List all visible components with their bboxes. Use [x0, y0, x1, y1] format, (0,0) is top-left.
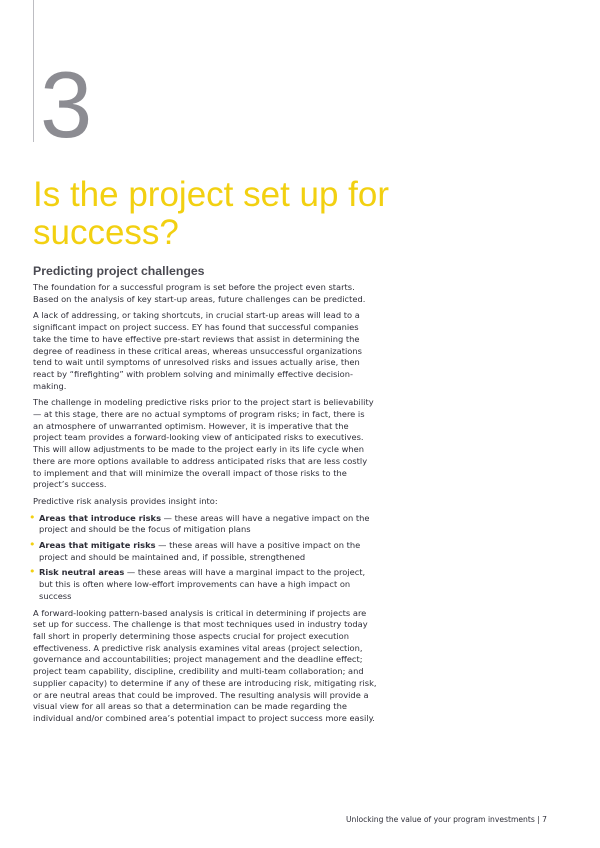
- bullet-icon: •: [29, 565, 36, 579]
- bullet-term: Areas that mitigate risks: [39, 540, 156, 551]
- bullet-icon: •: [29, 538, 36, 552]
- list-item: [29, 565, 377, 602]
- chapter-title: Is the project set up for success?: [33, 175, 390, 252]
- chapter-number: 3: [40, 52, 91, 157]
- list-item: [29, 510, 377, 536]
- paragraph-pattern-analysis: A forward-looking pattern-based analysis is critical in determining if projects are set up for success. The challenge is that most techniques used in industry today fall short in properly determining those aspects crucial for project execution effectiveness. A predictive risk analysis examines vital areas (project selection, governance and accountabilities; project management and the deadline effect; project team capability, discipline, credibility and multi-team collaboration; and supplier capacity) to determine if any of these are introducing risk, mitigating risk, or are neutral areas that could be improved. The resulting analysis will provide a visual view for all areas so that a determination can be made regarding the individual and/or combined area’s potential impact to project success more easily.: [33, 607, 377, 723]
- bullet-text: — these areas will have a positive impact on the project and should be maintained and, if possible, strengthened: [39, 540, 361, 562]
- section-heading: Predicting project challenges: [33, 264, 205, 278]
- chapter-divider-line: [33, 0, 34, 142]
- list-item: [29, 538, 377, 563]
- bullet-text: — these areas will have a negative impact on the project and should be the focus of mitigation plans: [39, 512, 370, 535]
- page-footer: Unlocking the value of your program investments | 7: [346, 815, 547, 824]
- risk-areas-list: [29, 510, 377, 603]
- paragraph-intro: The foundation for a successful program is set before the project even starts. Based on the analysis of key start-up areas, future challenges can be predicted.: [33, 282, 366, 304]
- paragraph-startup-areas: A lack of addressing, or taking shortcuts, in crucial start-up areas will lead to a significant impact on project success. EY has found that successful companies take the time to have effective pre-start reviews that assist in determining the degree of readiness in these critical areas, whereas unsuccessful organizations tend to wait until symptoms of unresolved risks and issues actually arise, then react by “firefighting” with problem solving and minimally effective decision-making.: [33, 310, 362, 391]
- bullet-text: — these areas will have a marginal impact to the project, but this is often where low-effort improvements can have a high impact on success: [39, 567, 366, 601]
- paragraph-insight-intro: Predictive risk analysis provides insight into:: [33, 495, 218, 506]
- bullet-term: Risk neutral areas: [39, 567, 125, 578]
- paragraph-predictive-risks: The challenge in modeling predictive risks prior to the project start is believability — at this stage, there are no actual symptoms of program risks; in fact, there is an atmosphere of unwarranted optimism. However, it is imperative that the project team provides a forward-looking view of anticipated risks to executives. This will allow adjustments to be made to the project early in its life cycle when there are more options available to address anticipated risks that are less costly to implement and that will minimize the overall impact of those risks to the project’s success.: [33, 397, 374, 490]
- body-content: [29, 264, 377, 730]
- bullet-icon: •: [29, 510, 36, 524]
- bullet-term: Areas that introduce risks: [39, 512, 162, 523]
